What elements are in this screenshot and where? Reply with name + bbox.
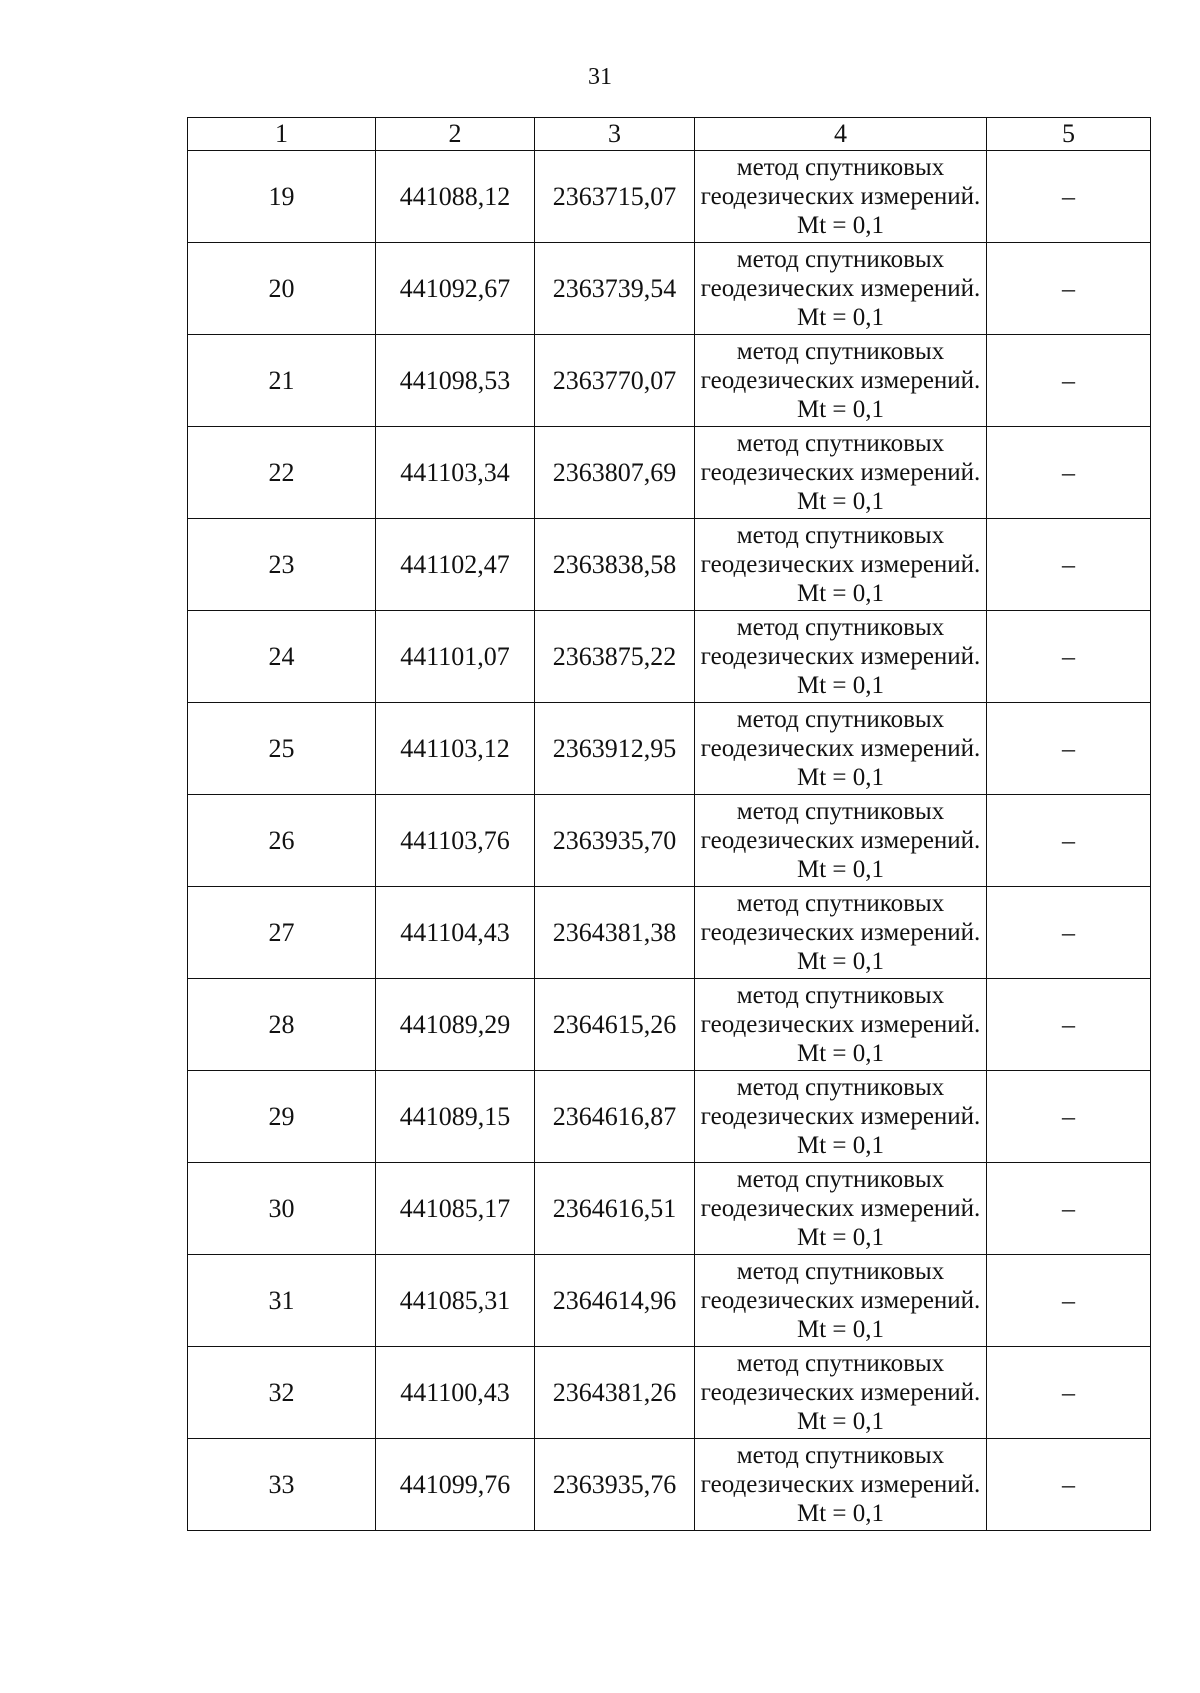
- method-cell: метод спутниковых геодезических измерений. Mt = 0,1: [695, 519, 987, 611]
- x-coordinate-cell: 441101,07: [376, 611, 535, 703]
- y-coordinate-cell: 2364616,87: [535, 1071, 695, 1163]
- table-row: [188, 519, 1151, 611]
- x-coordinate-cell: 441103,76: [376, 795, 535, 887]
- x-coordinate-cell: 441085,31: [376, 1255, 535, 1347]
- method-cell: метод спутниковых геодезических измерений. Mt = 0,1: [695, 795, 987, 887]
- method-cell: метод спутниковых геодезических измерений. Mt = 0,1: [695, 1439, 987, 1531]
- point-number-cell: 32: [188, 1347, 376, 1439]
- note-cell: –: [987, 795, 1151, 887]
- method-cell: метод спутниковых геодезических измерений. Mt = 0,1: [695, 703, 987, 795]
- table-row: [188, 979, 1151, 1071]
- table-row: [188, 1347, 1151, 1439]
- y-coordinate-cell: 2363935,70: [535, 795, 695, 887]
- x-coordinate-cell: 441088,12: [376, 151, 535, 243]
- method-cell: метод спутниковых геодезических измерений. Mt = 0,1: [695, 887, 987, 979]
- note-cell: –: [987, 1071, 1151, 1163]
- header-cell-2: 2: [376, 118, 535, 151]
- method-cell: метод спутниковых геодезических измерений. Mt = 0,1: [695, 1071, 987, 1163]
- x-coordinate-cell: 441099,76: [376, 1439, 535, 1531]
- header-row: [188, 118, 1151, 151]
- method-cell: метод спутниковых геодезических измерений. Mt = 0,1: [695, 151, 987, 243]
- x-coordinate-cell: 441085,17: [376, 1163, 535, 1255]
- point-number-cell: 21: [188, 335, 376, 427]
- method-cell: метод спутниковых геодезических измерений. Mt = 0,1: [695, 1163, 987, 1255]
- table-row: [188, 151, 1151, 243]
- point-number-cell: 33: [188, 1439, 376, 1531]
- page-number: 31: [588, 64, 612, 90]
- point-number-cell: 23: [188, 519, 376, 611]
- table-row: [188, 1255, 1151, 1347]
- x-coordinate-cell: 441103,34: [376, 427, 535, 519]
- note-cell: –: [987, 1347, 1151, 1439]
- y-coordinate-cell: 2364614,96: [535, 1255, 695, 1347]
- table-row: [188, 243, 1151, 335]
- table-row: [188, 1439, 1151, 1531]
- note-cell: –: [987, 703, 1151, 795]
- header-cell-1: 1: [188, 118, 376, 151]
- table-row: [188, 1163, 1151, 1255]
- note-cell: –: [987, 335, 1151, 427]
- x-coordinate-cell: 441098,53: [376, 335, 535, 427]
- table-row: [188, 795, 1151, 887]
- table-header: [188, 118, 1151, 151]
- table-row: [188, 427, 1151, 519]
- x-coordinate-cell: 441089,29: [376, 979, 535, 1071]
- point-number-cell: 25: [188, 703, 376, 795]
- table-body: [188, 151, 1151, 1531]
- point-number-cell: 31: [188, 1255, 376, 1347]
- point-number-cell: 19: [188, 151, 376, 243]
- point-number-cell: 26: [188, 795, 376, 887]
- x-coordinate-cell: 441103,12: [376, 703, 535, 795]
- note-cell: –: [987, 243, 1151, 335]
- x-coordinate-cell: 441100,43: [376, 1347, 535, 1439]
- method-cell: метод спутниковых геодезических измерений. Mt = 0,1: [695, 611, 987, 703]
- note-cell: –: [987, 1439, 1151, 1531]
- y-coordinate-cell: 2363770,07: [535, 335, 695, 427]
- method-cell: метод спутниковых геодезических измерений. Mt = 0,1: [695, 243, 987, 335]
- note-cell: –: [987, 611, 1151, 703]
- y-coordinate-cell: 2363807,69: [535, 427, 695, 519]
- point-number-cell: 27: [188, 887, 376, 979]
- note-cell: –: [987, 151, 1151, 243]
- x-coordinate-cell: 441104,43: [376, 887, 535, 979]
- point-number-cell: 24: [188, 611, 376, 703]
- coordinates-table: [187, 117, 1151, 1531]
- y-coordinate-cell: 2363875,22: [535, 611, 695, 703]
- table-row: [188, 887, 1151, 979]
- table-row: [188, 1071, 1151, 1163]
- method-cell: метод спутниковых геодезических измерений. Mt = 0,1: [695, 335, 987, 427]
- y-coordinate-cell: 2363935,76: [535, 1439, 695, 1531]
- point-number-cell: 29: [188, 1071, 376, 1163]
- y-coordinate-cell: 2363739,54: [535, 243, 695, 335]
- header-cell-3: 3: [535, 118, 695, 151]
- point-number-cell: 30: [188, 1163, 376, 1255]
- x-coordinate-cell: 441092,67: [376, 243, 535, 335]
- y-coordinate-cell: 2363838,58: [535, 519, 695, 611]
- header-cell-5: 5: [987, 118, 1151, 151]
- method-cell: метод спутниковых геодезических измерений. Mt = 0,1: [695, 427, 987, 519]
- y-coordinate-cell: 2364616,51: [535, 1163, 695, 1255]
- note-cell: –: [987, 427, 1151, 519]
- y-coordinate-cell: 2364381,38: [535, 887, 695, 979]
- x-coordinate-cell: 441102,47: [376, 519, 535, 611]
- method-cell: метод спутниковых геодезических измерений. Mt = 0,1: [695, 979, 987, 1071]
- note-cell: –: [987, 1255, 1151, 1347]
- note-cell: –: [987, 519, 1151, 611]
- note-cell: –: [987, 1163, 1151, 1255]
- y-coordinate-cell: 2364381,26: [535, 1347, 695, 1439]
- table-row: [188, 335, 1151, 427]
- x-coordinate-cell: 441089,15: [376, 1071, 535, 1163]
- table-row: [188, 703, 1151, 795]
- point-number-cell: 28: [188, 979, 376, 1071]
- point-number-cell: 22: [188, 427, 376, 519]
- header-cell-4: 4: [695, 118, 987, 151]
- y-coordinate-cell: 2364615,26: [535, 979, 695, 1071]
- point-number-cell: 20: [188, 243, 376, 335]
- y-coordinate-cell: 2363715,07: [535, 151, 695, 243]
- method-cell: метод спутниковых геодезических измерений. Mt = 0,1: [695, 1255, 987, 1347]
- method-cell: метод спутниковых геодезических измерений. Mt = 0,1: [695, 1347, 987, 1439]
- note-cell: –: [987, 887, 1151, 979]
- y-coordinate-cell: 2363912,95: [535, 703, 695, 795]
- note-cell: –: [987, 979, 1151, 1071]
- table-row: [188, 611, 1151, 703]
